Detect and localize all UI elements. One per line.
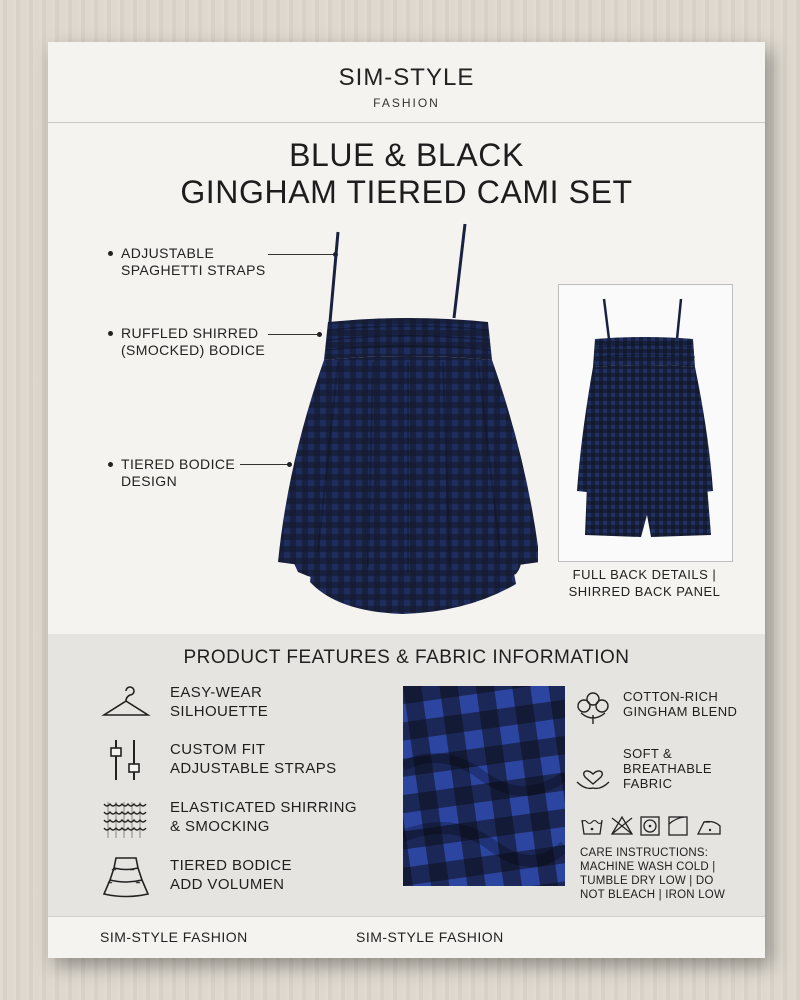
product-back-image-frame <box>558 284 733 562</box>
tiered-skirt-icon <box>100 856 152 900</box>
feature-shirring-line1: ELASTICATED SHIRRING <box>170 799 357 816</box>
care-line3: TUMBLE DRY LOW | DO <box>580 875 714 887</box>
bullet-dot <box>108 462 113 467</box>
callout-tiered-line1: TIERED BODICE <box>121 456 236 472</box>
back-caption-line2: SHIRRED BACK PANEL <box>568 584 721 599</box>
product-sheet <box>48 42 765 958</box>
cotton-icon <box>575 689 611 725</box>
callout-bodice-line1: RUFFLED SHIRRED <box>121 325 259 341</box>
feature-tiered-line1: TIERED BODICE <box>170 857 292 874</box>
shirring-icon <box>100 798 152 842</box>
fabric-swatch <box>403 686 565 886</box>
callout-straps <box>121 245 266 279</box>
machine-wash-cold-icon <box>582 820 602 834</box>
care-line2: MACHINE WASH COLD | <box>580 861 716 873</box>
callout-bodice <box>121 325 265 359</box>
callout-tiered-line2: DESIGN <box>121 473 178 489</box>
tumble-dry-low-icon <box>641 817 659 835</box>
care-icons <box>580 814 730 838</box>
feature-custom-fit-line1: CUSTOM FIT <box>170 741 266 758</box>
product-title-line2: GINGHAM TIERED CAMI SET <box>180 174 633 210</box>
product-back-image <box>559 285 732 561</box>
product-front-image <box>278 222 538 622</box>
callout-bodice-line2: (SMOCKED) BODICE <box>121 342 266 358</box>
feature-easy-wear-line1: EASY-WEAR <box>170 684 263 701</box>
header-divider <box>48 122 765 123</box>
fabric-feature-soft-line2: BREATHABLE <box>623 761 713 776</box>
fabric-feature-soft-line1: SOFT & <box>623 746 673 761</box>
care-icons-row <box>580 814 730 838</box>
footer-center: SIM-STYLE FASHION <box>356 929 504 945</box>
do-not-bleach-icon <box>612 817 632 834</box>
product-title <box>48 137 765 211</box>
fabric-swatch-image <box>403 686 565 886</box>
feature-shirring-line2: & SMOCKING <box>170 818 270 835</box>
footer-left: SIM-STYLE FASHION <box>100 929 248 945</box>
bullet-dot <box>108 251 113 256</box>
care-instructions <box>580 846 760 902</box>
feature-easy-wear <box>100 683 400 731</box>
back-caption <box>548 566 741 600</box>
iron-low-icon <box>698 822 720 835</box>
brand-header <box>48 64 765 110</box>
feature-shirring <box>100 798 400 846</box>
product-title-line1: BLUE & BLACK <box>289 137 524 173</box>
callout-straps-line2: SPAGHETTI STRAPS <box>121 262 266 278</box>
adjuster-icon <box>100 740 152 784</box>
feature-easy-wear-line2: SILHOUETTE <box>170 703 269 720</box>
bullet-dot <box>108 331 113 336</box>
features-panel <box>48 634 765 916</box>
brand-subtitle: FASHION <box>373 96 440 110</box>
care-line4: NOT BLEACH | IRON LOW <box>580 889 725 901</box>
callout-straps-line1: ADJUSTABLE <box>121 245 215 261</box>
back-caption-line1: FULL BACK DETAILS | <box>572 567 717 582</box>
feature-custom-fit-line2: ADJUSTABLE STRAPS <box>170 760 337 777</box>
features-title: PRODUCT FEATURES & FABRIC INFORMATION <box>183 647 630 668</box>
feature-tiered <box>100 856 400 904</box>
dry-flat-icon <box>669 817 687 835</box>
fabric-feature-cotton-line2: GINGHAM BLEND <box>623 704 738 719</box>
hanger-icon <box>100 683 152 727</box>
brand-name: SIM-STYLE <box>338 64 475 91</box>
footer-divider <box>48 916 765 917</box>
care-line1: CARE INSTRUCTIONS: <box>580 847 709 859</box>
feature-custom-fit <box>100 740 400 788</box>
fabric-feature-soft-line3: FABRIC <box>623 776 673 791</box>
heart-hand-icon <box>575 756 611 792</box>
callout-tiered <box>121 456 235 490</box>
fabric-feature-cotton-line1: COTTON-RICH <box>623 689 719 704</box>
feature-tiered-line2: ADD VOLUMEN <box>170 876 285 893</box>
